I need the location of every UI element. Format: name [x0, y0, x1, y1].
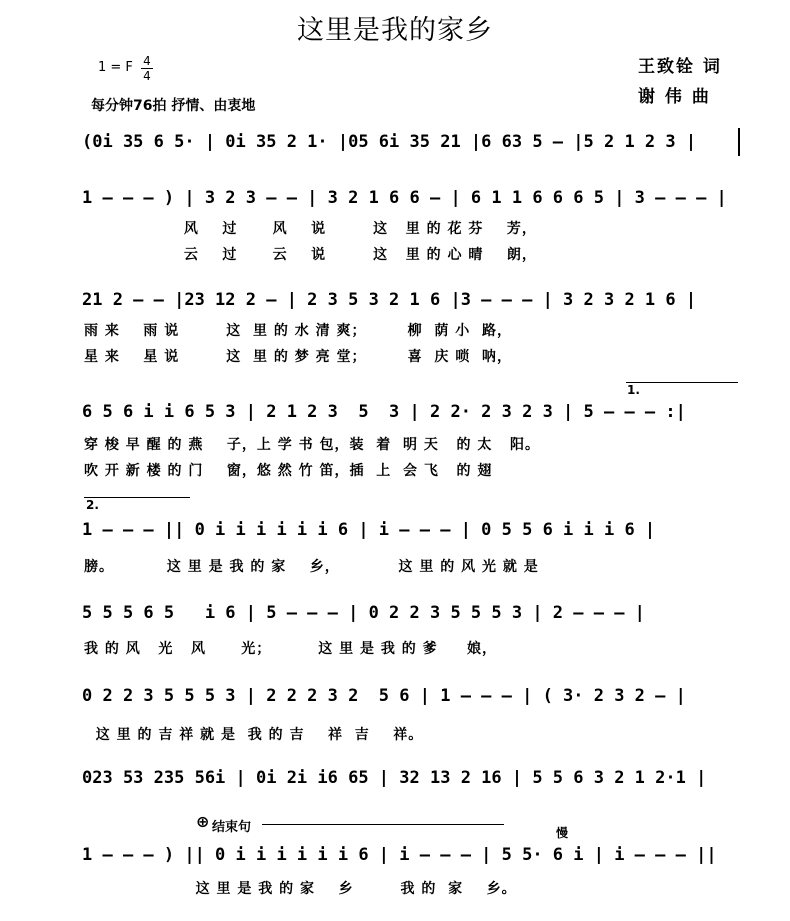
- notation-row: 5 5 5 6 5 i 6 | 5 – – – | 0 2 2 3 5 5 5 3 | 2 – – – |: [82, 603, 645, 623]
- coda-label: 结束句: [212, 820, 252, 835]
- key-signature: 1 = F: [98, 60, 133, 75]
- first-ending-number: 1.: [627, 383, 640, 397]
- tempo-marking: 每分钟76拍 抒情、由衷地: [91, 98, 256, 114]
- second-ending-bracket: [84, 497, 190, 498]
- lyric-line: 星 来 星 说 这 里 的 梦 亮 堂； 喜 庆 唢 呐，: [84, 349, 512, 365]
- notation-row: 1 – – – ) || 0 i i i i i i 6 | i – – – | 5 5· 6 i | i – – – ||: [82, 845, 717, 865]
- notation-row: (0i 35 6 5· | 0i 35 2 1· |05 6i 35 21 |6 63 5 – |5 2 1 2 3 |: [82, 132, 697, 152]
- notation-row: 21 2 – – |23 12 2 – | 2 3 5 3 2 1 6 |3 – – – | 3 2 3 2 1 6 |: [82, 290, 697, 310]
- song-title: 这里是我的家乡: [297, 15, 493, 46]
- notation-row: 0 2 2 3 5 5 5 3 | 2 2 2 3 2 5 6 | 1 – – – | ( 3· 2 3 2 – |: [82, 686, 686, 706]
- notation-row: 6 5 6 i i 6 5 3 | 2 1 2 3 5 3 | 2 2· 2 3 2 3 | 5 – – – :|: [82, 402, 686, 422]
- notation-row: 023 53 235 56i | 0i 2i i6 65 | 32 13 2 16 | 5 5 6 3 2 1 2·1 |: [82, 768, 707, 788]
- time-signature-bottom: 4: [141, 68, 153, 83]
- lyric-line: 我 的 风 光 风 光； 这 里 是 我 的 爹 娘，: [84, 641, 497, 657]
- coda-line: [262, 824, 504, 825]
- lyric-line: 吹 开 新 楼 的 门 窗，悠 然 竹 笛，插 上 会 飞 的 翅: [84, 463, 493, 479]
- slow-marking: 慢: [556, 826, 569, 840]
- notation-row: 1 – – – || 0 i i i i i i 6 | i – – – | 0 5 5 6 i i i 6 |: [82, 520, 656, 540]
- time-signature-top: 4: [143, 54, 151, 68]
- first-ending-bracket: [626, 382, 738, 383]
- lyric-line: 云 过 云 说 这 里 的 心 晴 朗，: [84, 247, 537, 263]
- notation-row: 1 – – – ) | 3 2 3 – – | 3 2 1 6 6 – | 6 1 1 6 6 6 5 | 3 – – – |: [82, 188, 727, 208]
- lyricist-credit: 王致铨 词: [638, 57, 722, 77]
- lyric-line: 这 里 的 吉 祥 就 是 我 的 吉 祥 吉 祥。: [84, 727, 424, 743]
- composer-credit: 谢 伟 曲: [638, 87, 711, 107]
- time-signature: [141, 54, 153, 83]
- lyric-line: 雨 来 雨 说 这 里 的 水 清 爽； 柳 荫 小 路，: [84, 323, 512, 339]
- lyric-line: 膀。 这 里 是 我 的 家 乡， 这 里 的 风 光 就 是: [84, 559, 539, 575]
- lyric-line: 风 过 风 说 这 里 的 花 芬 芳，: [84, 221, 537, 237]
- barline: [738, 128, 740, 156]
- coda-symbol-icon: ⊕: [196, 812, 210, 831]
- second-ending-number: 2.: [86, 498, 99, 512]
- lyric-line: 穿 梭 早 醒 的 燕 子，上 学 书 包，装 着 明 天 的 太 阳。: [84, 437, 540, 453]
- lyric-line: 这 里 是 我 的 家 乡 我 的 家 乡。: [84, 881, 517, 897]
